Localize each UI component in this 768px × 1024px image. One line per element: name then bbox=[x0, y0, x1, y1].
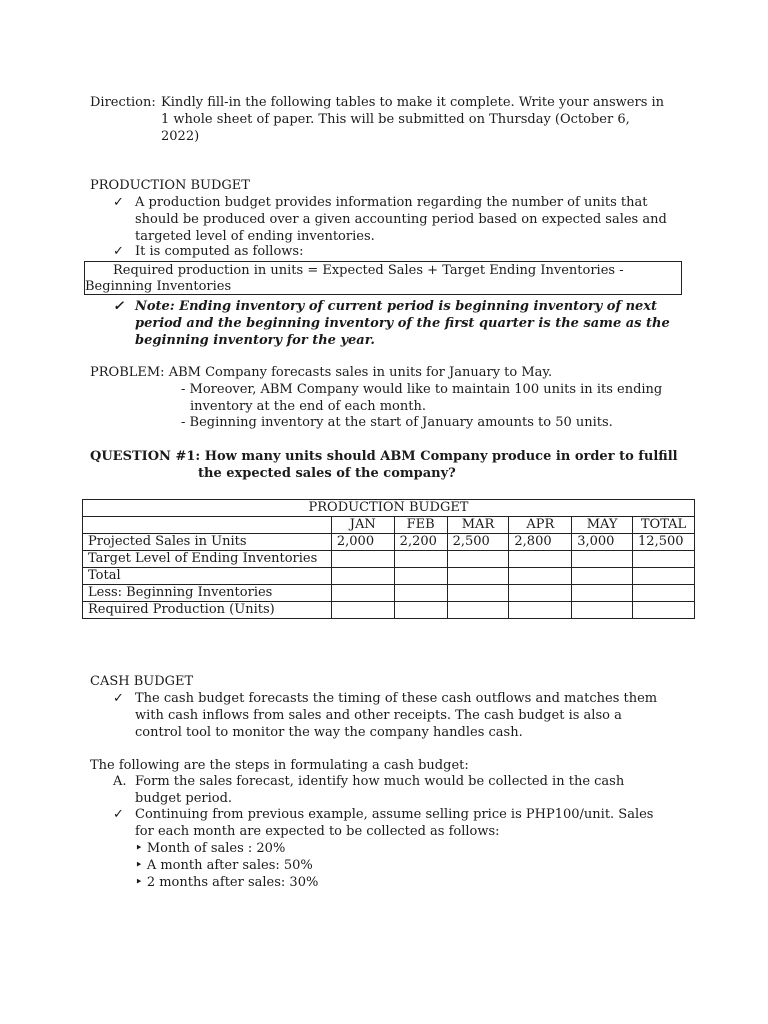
table-cell[interactable] bbox=[331, 551, 394, 568]
month-header: MAR bbox=[447, 517, 509, 534]
problem-line: - Moreover, ABM Company would like to maintain 100 units in its ending bbox=[181, 382, 663, 397]
table-title-row bbox=[83, 500, 695, 517]
note-point bbox=[113, 298, 676, 349]
paragraph-line: It is computed as follows: bbox=[135, 244, 304, 259]
note-line: Note: Ending inventory of current period is beginning inventory of next bbox=[135, 299, 658, 314]
table-cell[interactable] bbox=[633, 585, 695, 602]
cash-point-2 bbox=[113, 806, 676, 891]
table-row bbox=[83, 534, 695, 551]
paragraph-line: with cash inflows from sales and other receipts. The cash budget is also a bbox=[135, 708, 622, 723]
table-cell: 2,000 bbox=[331, 534, 394, 551]
table-cell: 12,500 bbox=[633, 534, 695, 551]
paragraph-line: The cash budget forecasts the timing of these cash outflows and matches them bbox=[135, 691, 658, 706]
bullet-icon: ‣ bbox=[135, 841, 143, 856]
table-header-row bbox=[83, 517, 695, 534]
bullet-icon: ‣ bbox=[135, 875, 143, 890]
paragraph-line: should be produced over a given accounting period based on expected sales and bbox=[135, 212, 667, 227]
table-cell[interactable] bbox=[509, 551, 572, 568]
table-cell[interactable] bbox=[394, 602, 447, 619]
production-point-2 bbox=[113, 243, 676, 260]
paragraph-line: A production budget provides information regarding the number of units that bbox=[135, 195, 648, 210]
table-cell[interactable] bbox=[331, 602, 394, 619]
problem-line: inventory at the end of each month. bbox=[190, 399, 426, 414]
paragraph-line: targeted level of ending inventories. bbox=[135, 229, 375, 244]
bullet-text: A month after sales: 50% bbox=[146, 858, 313, 873]
month-header: APR bbox=[509, 517, 572, 534]
check-icon: ✓ bbox=[113, 195, 124, 210]
check-icon: ✓ bbox=[113, 691, 124, 706]
table-cell[interactable] bbox=[331, 568, 394, 585]
direction-block bbox=[90, 94, 690, 145]
direction-line: Kindly fill-in the following tables to make it complete. Write your answers in bbox=[161, 95, 665, 110]
collection-bullets bbox=[135, 840, 653, 891]
production-budget-heading: PRODUCTION BUDGET bbox=[90, 178, 250, 193]
row-label: Total bbox=[83, 568, 332, 585]
table-cell[interactable] bbox=[447, 568, 509, 585]
table-cell[interactable] bbox=[394, 568, 447, 585]
step-a bbox=[113, 773, 676, 807]
month-header: JAN bbox=[331, 517, 394, 534]
problem-line: PROBLEM: ABM Company forecasts sales in units for January to May. bbox=[90, 365, 553, 380]
check-icon: ✓ bbox=[113, 807, 124, 822]
table-cell[interactable] bbox=[633, 568, 695, 585]
table-cell[interactable] bbox=[331, 585, 394, 602]
check-icon: ✓ bbox=[113, 244, 124, 259]
row-label: Less: Beginning Inventories bbox=[83, 585, 332, 602]
table-cell[interactable] bbox=[447, 551, 509, 568]
question-line: the expected sales of the company? bbox=[198, 466, 456, 481]
month-header: FEB bbox=[394, 517, 447, 534]
note-line: beginning inventory for the year. bbox=[135, 333, 375, 348]
problem-line: - Beginning inventory at the start of January amounts to 50 units. bbox=[181, 415, 613, 430]
check-icon: ✓ bbox=[113, 299, 124, 314]
table-title: PRODUCTION BUDGET bbox=[83, 500, 695, 517]
step-letter: A. bbox=[113, 774, 127, 789]
direction-line: 1 whole sheet of paper. This will be submitted on Thursday (October 6, bbox=[161, 112, 630, 127]
formula-box bbox=[84, 261, 682, 295]
table-cell[interactable] bbox=[394, 551, 447, 568]
table-header-empty bbox=[83, 517, 332, 534]
table-cell[interactable] bbox=[509, 585, 572, 602]
table-row bbox=[83, 551, 695, 568]
table-cell[interactable] bbox=[447, 602, 509, 619]
list-item bbox=[135, 840, 653, 857]
table-cell[interactable] bbox=[447, 585, 509, 602]
table-cell[interactable] bbox=[572, 568, 633, 585]
table-cell: 3,000 bbox=[572, 534, 633, 551]
steps-intro: The following are the steps in formulating a cash budget: bbox=[90, 758, 469, 773]
production-point-1 bbox=[113, 194, 676, 245]
table-cell[interactable] bbox=[509, 568, 572, 585]
table-cell[interactable] bbox=[572, 602, 633, 619]
table-cell[interactable] bbox=[633, 602, 695, 619]
production-budget-table bbox=[82, 499, 695, 619]
table-cell: 2,800 bbox=[509, 534, 572, 551]
formula-line: Required production in units = Expected Sales + Target Ending Inventories - bbox=[113, 263, 624, 278]
table-cell[interactable] bbox=[572, 585, 633, 602]
table-cell[interactable] bbox=[394, 585, 447, 602]
cash-budget-heading: CASH BUDGET bbox=[90, 674, 194, 689]
paragraph-line: for each month are expected to be collected as follows: bbox=[135, 824, 500, 839]
row-label: Target Level of Ending Inventories bbox=[83, 551, 332, 568]
list-item bbox=[135, 857, 653, 874]
bullet-text: 2 months after sales: 30% bbox=[146, 875, 319, 890]
paragraph-line: budget period. bbox=[135, 791, 233, 806]
direction-line: 2022) bbox=[161, 129, 200, 144]
question-line: QUESTION #1: How many units should ABM Company produce in order to fulfill bbox=[90, 449, 678, 464]
paragraph-line: control tool to monitor the way the company handles cash. bbox=[135, 725, 523, 740]
table-cell: 2,500 bbox=[447, 534, 509, 551]
table-cell[interactable] bbox=[509, 602, 572, 619]
bullet-text: Month of sales : 20% bbox=[146, 841, 286, 856]
table-cell: 2,200 bbox=[394, 534, 447, 551]
month-header: MAY bbox=[572, 517, 633, 534]
table-row bbox=[83, 568, 695, 585]
table-row bbox=[83, 602, 695, 619]
row-label: Required Production (Units) bbox=[83, 602, 332, 619]
note-line: period and the beginning inventory of the first quarter is the same as the bbox=[135, 316, 670, 331]
row-label: Projected Sales in Units bbox=[83, 534, 332, 551]
table-cell[interactable] bbox=[572, 551, 633, 568]
table-row bbox=[83, 585, 695, 602]
table-cell[interactable] bbox=[633, 551, 695, 568]
month-header: TOTAL bbox=[633, 517, 695, 534]
list-item bbox=[135, 874, 653, 891]
cash-point-1 bbox=[113, 690, 676, 741]
paragraph-line: Form the sales forecast, identify how much would be collected in the cash bbox=[135, 774, 625, 789]
paragraph-line: Continuing from previous example, assume selling price is PHP100/unit. Sales bbox=[135, 807, 654, 822]
bullet-icon: ‣ bbox=[135, 858, 143, 873]
direction-label: Direction: bbox=[90, 95, 156, 110]
formula-line: Beginning Inventories bbox=[85, 279, 232, 294]
